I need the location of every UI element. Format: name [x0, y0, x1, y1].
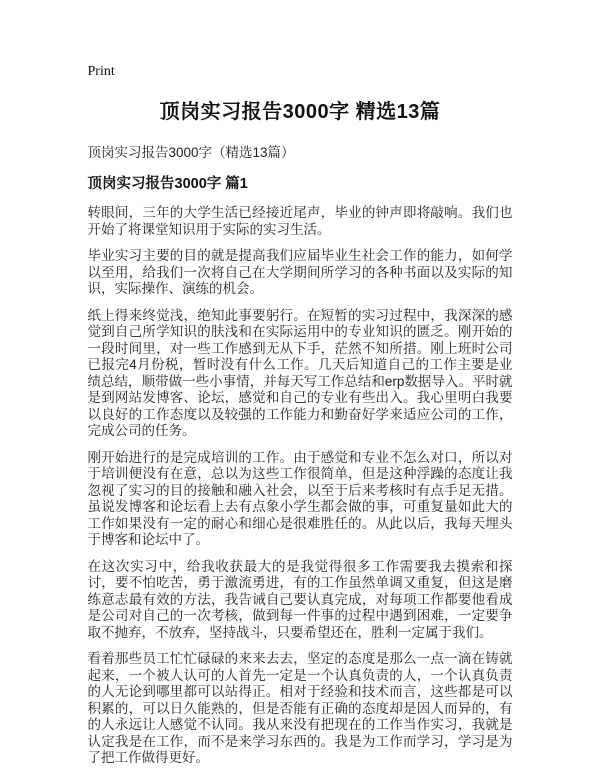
body-paragraph: 纸上得来终觉浅，绝知此事要躬行。在短暂的实习过程中，我深深的感觉到自己所学知识的肤浅和在实际运用中的专业知识的匮乏。刚开始的一段时间里，对一些工作感到无从下手，茫然不知所措。刚上班时公司已报完4月份税，暂时没有什么工作。几天后知道自己的工作主要是业绩总结，顺带做一些小事情，并每天写工作总结和erp数据导入。平时就是到网站发博客、论坛，感觉和自己的专业有些出入。我心里明白我要以良好的工作态度以及较强的工作能力和勤奋好学来适应公司的工作，完成公司的任务。	[87, 307, 513, 438]
body-paragraph: 看着那些员工忙忙碌碌的来来去去，坚定的态度是那么一点一滴在铸就起来，一个被人认可的人首先一定是一个认真负责的人，一个认真负责的人无论到哪里都可以站得正。相对于经验和技术而言，这些都是可以积累的，可以日久能熟的，但是否能有正确的态度却是因人而异的，有的人永远让人感觉不认同。我从来没有把现在的工作当作实习，我就是认定我是在工作，而不是来学习东西的。我是为工作而学习，学习是为了把工作做得更好。	[87, 651, 513, 765]
document-page	[88, 0, 513, 767]
body-paragraph: 毕业实习主要的目的就是提高我们应届毕业生社会工作的能力，如何学以至用，给我们一次将自己在大学期间所学习的各种书面以及实际的知识，实际操作、演练的机会。	[87, 248, 513, 296]
document-title: 顶岗实习报告3000字 精选13篇	[159, 101, 441, 123]
body-paragraph: 转眼间，三年的大学生活已经接近尾声，毕业的钟声即将敲响。我们也开始了将课堂知识用于实际的实习生活。	[87, 205, 513, 237]
section-heading: 顶岗实习报告3000字 篇1	[87, 176, 248, 192]
body-paragraph: 刚开始进行的是完成培训的工作。由于感觉和专业不怎么对口，所以对于培训便没有在意，总以为这些工作很简单，但是这种浮躁的态度让我忽视了实习的目的接触和融入社会，以至于后来考核时有点手足无措。虽说发博客和论坛看上去有点象小学生都会做的事，可重复量如此大的工作如果没有一定的耐心和细心是很难胜任的。从此以后，我每天埋头于博客和论坛中了。	[87, 449, 513, 547]
document-subtitle: 顶岗实习报告3000字（精选13篇）	[87, 145, 295, 160]
print-button[interactable]: Print	[87, 64, 115, 79]
body-paragraph: 在这次实习中，给我收获最大的是我觉得很多工作需要我去摸索和探讨，要不怕吃苦，勇于激流勇进，有的工作虽然单调又重复，但这是磨练意志最有效的方法，我告诫自己要认真完成，对每项工作都要他看成是公司对自己的一次考核，做到每一件事的过程中遇到困难，一定要争取不抛弃，不放弃，坚持战斗，只要希望还在，胜利一定属于我们。	[87, 558, 513, 640]
